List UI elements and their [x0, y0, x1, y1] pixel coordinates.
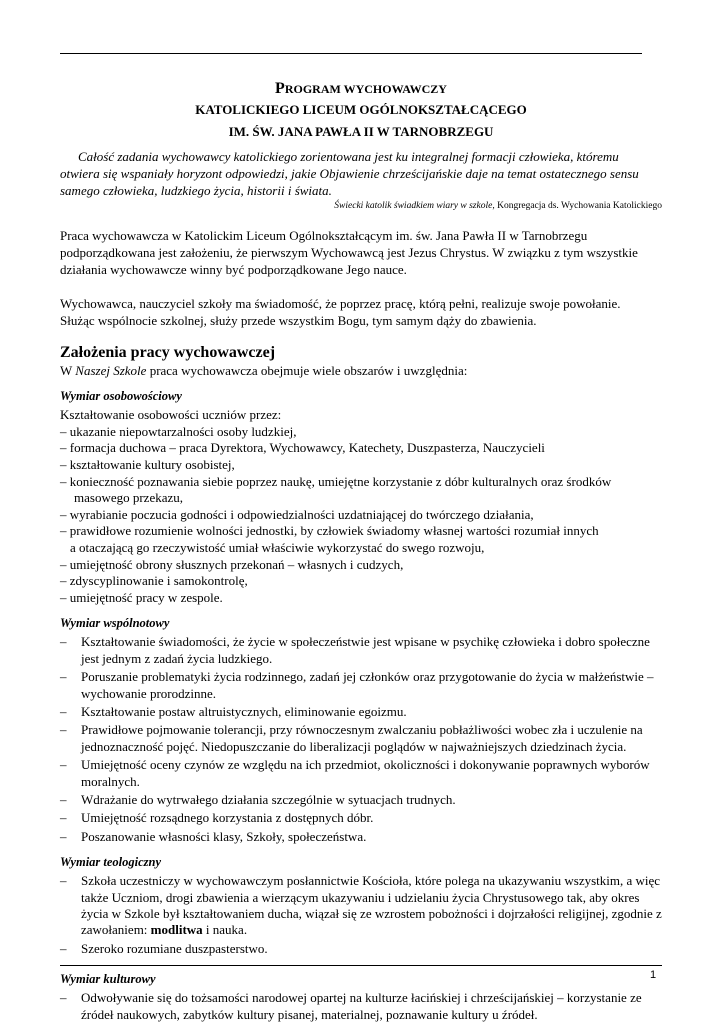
- list-item: – konieczność poznawania siebie poprzez naukę, umiejętne korzystanie z dóbr kulturalnych oraz środków masowego przekazu,: [60, 473, 612, 506]
- list-item: – Poszanowanie własności klasy, Szkoły, społeczeństwa.: [60, 828, 367, 844]
- list-item: – wyrabianie poczucia godności i odpowiedzialności uzdatniającej do twórczego działania,: [60, 506, 534, 522]
- header-rule: [60, 53, 642, 54]
- section-heading: Założenia pracy wychowawczej: [60, 344, 276, 362]
- list-item: – kształtowanie kultury osobistej,: [60, 457, 235, 472]
- list-item: – Poruszanie problematyki życia rodzinnego, zadań jej członków oraz przygotowanie do życia w małżeństwie – wychowanie prorodzinne.: [60, 669, 654, 701]
- motto-quote: [60, 148, 662, 199]
- motto-line: samego człowieka, ludzkiego życia, historii i świata.: [60, 183, 332, 198]
- list-item: – umiejętność obrony słusznych przekonań – własnych i cudzych,: [60, 556, 404, 572]
- intro-paragraph-1: Praca wychowawcza w Katolickim Liceum Ogólnokształcącym im. św. Jana Pawła II w Tarnobrzegu podporządkowana jest założeniu, że pierwszym Wychowawcą jest Jezus Chrystus. W związku z tym wszystkie działania wychowawcze winny być podporządkowane Jego nauce.: [60, 228, 638, 278]
- list-item: – Umiejętność rozsądnego korzystania z dostępnych dóbr.: [60, 810, 374, 826]
- list-item: – Prawidłowe pojmowanie tolerancji, przy równoczesnym zwalczaniu pobłażliwości wobec zła i uczulenie na jednoznaczność pojęć. Niedopuszczanie do liberalizacji poglądów w najważniejszych dziedzinach życia.: [60, 722, 643, 754]
- document-title: PROGRAM WYCHOWAWCZY: [275, 80, 447, 97]
- document-subtitle: KATOLICKIEGO LICEUM OGÓLNOKSZTAŁCĄCEGO: [195, 102, 527, 117]
- subheading-osobowosciowy: Wymiar osobowościowy: [60, 389, 182, 404]
- osobowosciowy-list: [60, 424, 662, 607]
- motto-line: Całość zadania wychowawcy katolickiego zorientowana jest ku integralnej formacji człowieka, któremu: [78, 149, 619, 164]
- section-lead: W Naszej Szkole praca wychowawcza obejmuje wiele obszarów i uwzględnia:: [60, 363, 468, 379]
- list-item: – zdyscyplinowanie i samokontrolę,: [60, 573, 248, 589]
- list-item: – Kształtowanie postaw altruistycznych, eliminowanie egoizmu.: [60, 703, 407, 719]
- subheading-kulturowy: Wymiar kulturowy: [60, 972, 156, 987]
- school-name: IM. ŚW. JANA PAWŁA II W TARNOBRZEGU: [228, 124, 494, 139]
- kulturowy-list: [60, 990, 662, 1023]
- list-item: – prawidłowe rozumienie wolności jednostki, by człowiek świadomy własnej wartości rozumiał innych a otaczającą go rzeczywistość umiał właściwie wykorzystać do swego rozwoju,: [60, 523, 599, 555]
- osobowosciowy-intro: Kształtowanie osobowości uczniów przez:: [60, 407, 282, 423]
- document-body: [60, 79, 662, 1025]
- motto-source: Świecki katolik świadkiem wiary w szkole, Kongregacja ds. Wychowania Katolickiego: [334, 201, 662, 211]
- subheading-teologiczny: Wymiar teologiczny: [60, 855, 162, 870]
- list-item: – ukazanie niepowtarzalności osoby ludzkiej,: [60, 423, 297, 439]
- page-number: 1: [650, 969, 657, 981]
- motto-line: otwiera się wspaniały horyzont odpowiedzi, jakie Objawienie chrześcijańskie daje na temat ostatecznego sensu: [60, 166, 639, 181]
- intro-paragraph-2: Wychowawca, nauczyciel szkoły ma świadomość, że poprzez pracę, którą pełni, realizuje swoje powołanie. Służąc wspólnocie szkolnej, służy przede wszystkim Bogu, tym samym dąży do zbawienia.: [60, 295, 621, 328]
- footer-rule: [60, 965, 662, 966]
- list-item: – umiejętność pracy w zespole.: [60, 589, 223, 605]
- wspolnotowy-list: [60, 634, 662, 845]
- list-item: – Wdrażanie do wytrwałego działania szczególnie w sytuacjach trudnych.: [60, 792, 456, 807]
- teologiczny-list: [60, 873, 662, 957]
- list-item: – Odwoływanie się do tożsamości narodowej opartej na kulturze łacińskiej i chrześcijańskiej – korzystanie ze źródeł naukowych, zabytków kultury pisanej, materialnej, poznawanie kultury u źródeł.: [60, 990, 642, 1022]
- list-item: – Kształtowanie świadomości, że życie w społeczeństwie jest wpisane w psychikę człowieka i dobro społeczne jest jednym z zadań życia ludzkiego.: [60, 634, 650, 666]
- list-item: – Umiejętność oceny czynów ze względu na ich przedmiot, okoliczności i dokonywanie poprawnych wyborów moralnych.: [60, 757, 650, 789]
- subheading-wspolnotowy: Wymiar wspólnotowy: [60, 616, 170, 631]
- list-item: – Szkoła uczestniczy w wychowawczym posłannictwie Kościoła, które polega na ukazywaniu wszystkim, a więc także Uczniom, drogi zbawienia a wierzącym ukazywaniu i udzielaniu życia Chrystusowego tak, aby okres życia w Szkole był kształtowaniem ducha, wiązał się ze wzrostem pobożności i dojrzałości religijnej, zgodnie z zawołaniem: modlitwa i nauka.: [60, 873, 662, 938]
- list-item: – Szeroko rozumiane duszpasterstwo.: [60, 940, 268, 956]
- list-item: – formacja duchowa – praca Dyrektora, Wychowawcy, Katechety, Duszpasterza, Nauczycieli: [60, 440, 545, 456]
